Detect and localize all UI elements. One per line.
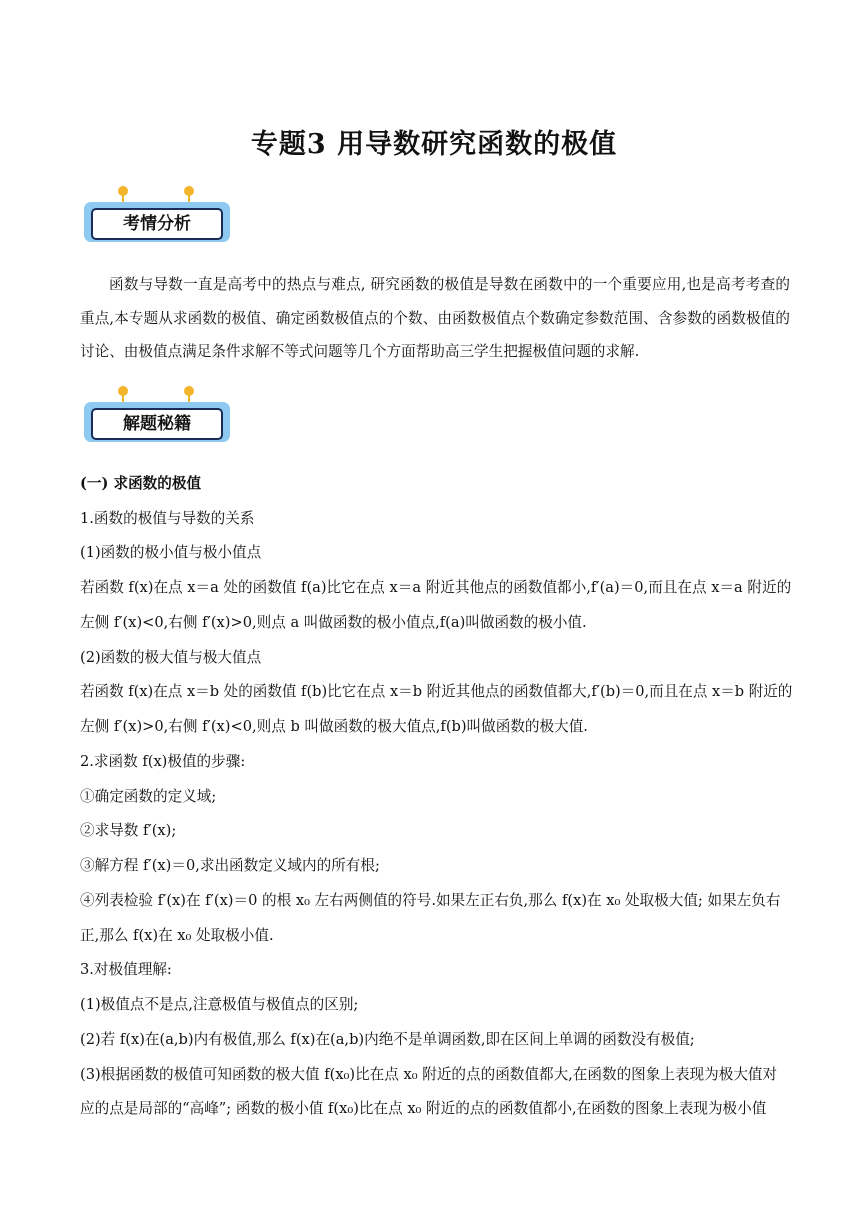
text-line: (1)极值点不是点,注意极值与极值点的区别; [80,996,359,1013]
section-heading: (一) 求函数的极值 [80,475,202,492]
text-line: 应的点是局部的“高峰”; 函数的极小值 f(x₀)比在点 x₀ 附近的点的函数值都小,在函数的图象上表现为极小值 [80,1100,767,1117]
text-line: (3)根据函数的极值可知函数的极大值 f(x₀)比在点 x₀ 附近的点的函数值都大,在函数的图象上表现为极大值对 [80,1066,778,1083]
section-badge-analysis [84,186,230,242]
text-line: 若函数 f(x)在点 x＝a 处的函数值 f(a)比它在点 x＝a 附近其他点的函数值都小,f′(a)＝0,而且在点 x＝a 附近的 [80,579,792,596]
text-line: (1)函数的极小值与极小值点 [80,544,262,561]
text-line: ②求导数 f′(x); [80,822,177,839]
text-line: 若函数 f(x)在点 x＝b 处的函数值 f(b)比它在点 x＝b 附近其他点的函数值都大,f′(b)＝0,而且在点 x＝b 附近的 [80,683,793,700]
intro-paragraph: 函数与导数一直是高考中的热点与难点, 研究函数的极值是导数在函数中的一个重要应用,也是高考考查的重点,本专题从求函数的极值、确定函数极值点的个数、由函数极值点个数确定参数范围、含参数的函数极值的讨论、由极值点满足条件求解不等式问题等几个方面帮助高三学生把握极值问题的求解. [80,276,790,360]
text-line: (2)函数的极大值与极大值点 [80,649,262,666]
text-line: 左侧 f′(x)>0,右侧 f′(x)<0,则点 b 叫做函数的极大值点,f(b)叫做函数的极大值. [80,718,588,735]
text-line: 1.函数的极值与导数的关系 [80,510,255,527]
section-badge-label: 解题秘籍 [91,408,223,440]
text-line: 左侧 f′(x)<0,右侧 f′(x)>0,则点 a 叫做函数的极小值点,f(a)叫做函数的极小值. [80,614,587,631]
page-title: 专题3 用导数研究函数的极值 [250,129,618,160]
text-line: ④列表检验 f′(x)在 f′(x)＝0 的根 x₀ 左右两侧值的符号.如果左正右负,那么 f(x)在 x₀ 处取极大值; 如果左负右 [80,892,781,909]
text-line: 正,那么 f(x)在 x₀ 处取极小值. [80,927,274,944]
text-line: ①确定函数的定义域; [80,788,217,805]
text-line: (2)若 f(x)在(a,b)内有极值,那么 f(x)在(a,b)内绝不是单调函数,即在区间上单调的函数没有极值; [80,1031,695,1048]
section-badge-label: 考情分析 [91,208,223,240]
text-line: 2.求函数 f(x)极值的步骤: [80,753,246,770]
text-line: ③解方程 f′(x)＝0,求出函数定义域内的所有根; [80,857,380,874]
text-line: 3.对极值理解: [80,961,172,978]
section-badge-secrets [84,386,230,442]
